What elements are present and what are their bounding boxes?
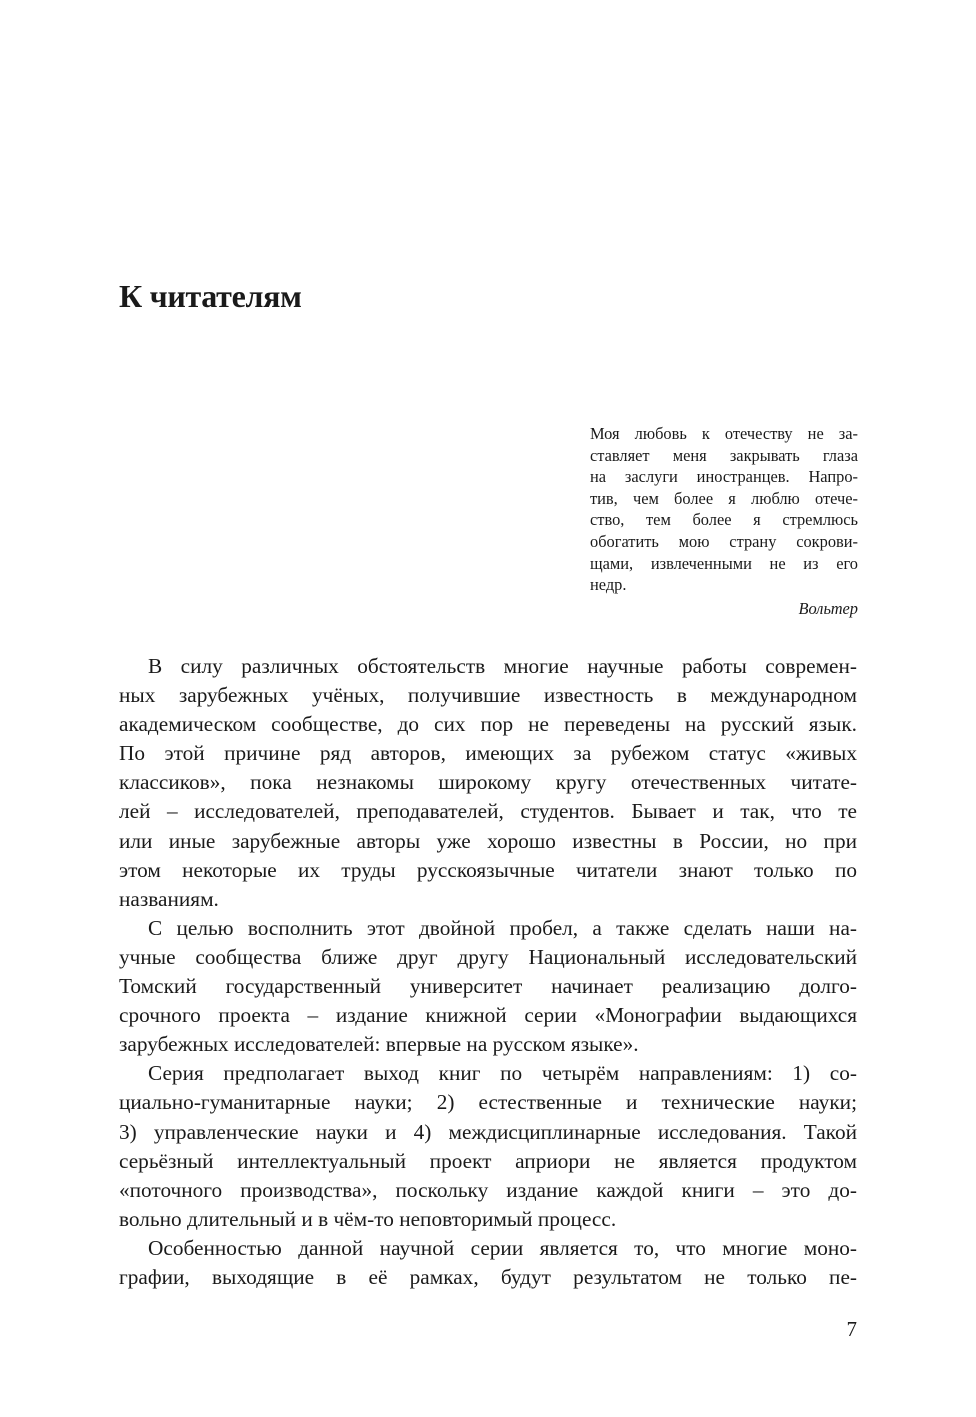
- text-line: учные сообщества ближе друг другу Национальный исследовательский: [119, 944, 857, 969]
- text-line: лей – исследователей, преподавателей, студентов. Бывает и так, что те: [119, 799, 857, 824]
- text-line: классиков», пока незнакомы широкому кругу отечественных читате-: [119, 770, 857, 795]
- epigraph-line: недр.: [590, 575, 627, 595]
- text-line: серьёзный интеллектуальный проект априори не является продуктом: [119, 1148, 857, 1173]
- epigraph: [590, 423, 858, 619]
- epigraph-line: Моя любовь к отечеству не за-: [590, 424, 858, 443]
- text-line: Серия предполагает выход книг по четырём направлениям: 1) со-: [148, 1061, 857, 1086]
- text-line: «поточного производства», поскольку издание каждой книги – это до-: [119, 1177, 857, 1202]
- epigraph-line: тив, чем более я люблю отече-: [590, 488, 858, 508]
- epigraph-line: ставляет меня закрывать глаза: [590, 445, 858, 465]
- epigraph-line: щами, извлеченными не из его: [590, 553, 858, 573]
- text-line: или иные зарубежные авторы уже хорошо известны в России, но при: [119, 828, 857, 853]
- epigraph-line: обогатить мою страну сокрови-: [590, 531, 858, 551]
- text-line: графии, выходящие в её рамках, будут результатом не только пе-: [119, 1264, 857, 1289]
- text-line: академическом сообществе, до сих пор не переведены на русский язык.: [119, 712, 857, 737]
- chapter-title: К читателям: [119, 278, 302, 314]
- paragraph: [119, 914, 857, 1059]
- page-number: 7: [846, 1317, 857, 1341]
- text-line: зарубежных исследователей: впервые на русском языке».: [119, 1032, 639, 1057]
- paragraph: [119, 1059, 857, 1234]
- text-line: 3) управленческие науки и 4) междисциплинарные исследования. Такой: [119, 1119, 857, 1144]
- text-line: В силу различных обстоятельств многие научные работы современ-: [148, 654, 857, 678]
- text-line: ных зарубежных учёных, получившие известность в международном: [119, 683, 857, 708]
- body-text: [119, 652, 857, 1292]
- text-line: срочного проекта – издание книжной серии «Монографии выдающихся: [119, 1003, 857, 1028]
- text-line: По этой причине ряд авторов, имеющих за рубежом статус «живых: [119, 741, 857, 766]
- text-line: вольно длительный и в чём-то неповторимый процесс.: [119, 1206, 617, 1231]
- epigraph-author: Вольтер: [798, 598, 858, 618]
- text-line: Томский государственный университет начинает реализацию долго-: [119, 974, 857, 999]
- text-line: этом некоторые их труды русскоязычные читатели знают только по: [119, 857, 857, 882]
- text-line: Особенностью данной научной серии является то, что многие моно-: [148, 1235, 857, 1260]
- text-line: циально-гуманитарные науки; 2) естественные и технические науки;: [119, 1090, 857, 1115]
- epigraph-line: ство, тем более я стремлюсь: [590, 510, 858, 530]
- text-line: названиям.: [119, 886, 219, 911]
- paragraph: [119, 652, 857, 914]
- epigraph-line: на заслуги иностранцев. Напро-: [590, 467, 858, 487]
- text-line: С целью восполнить этот двойной пробел, а также сделать наши на-: [148, 915, 857, 940]
- paragraph: [119, 1234, 857, 1292]
